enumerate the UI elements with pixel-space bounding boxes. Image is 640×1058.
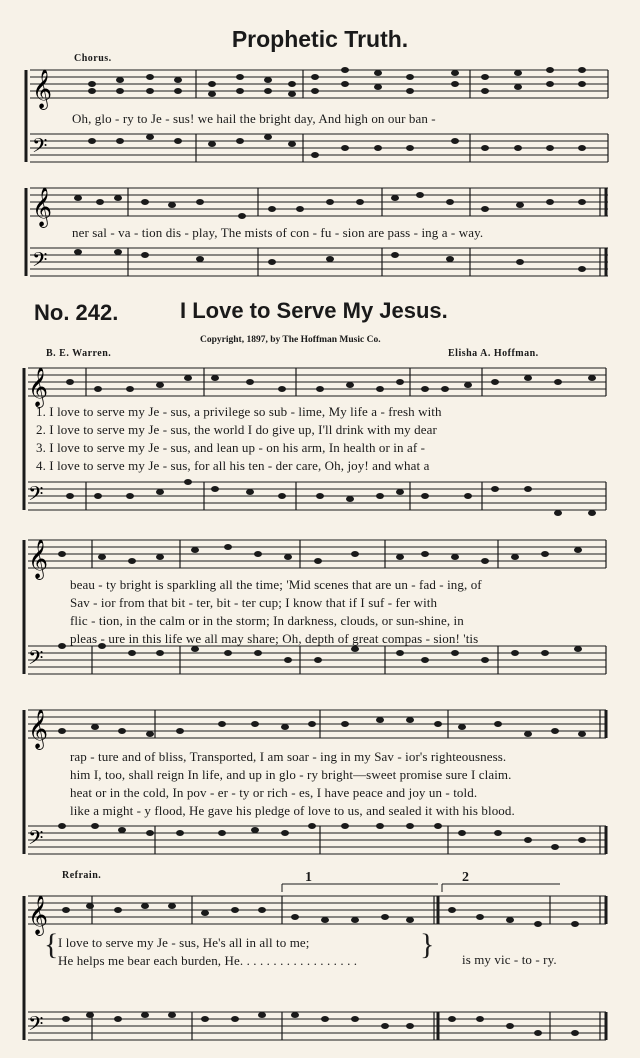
verse-4-line: pleas - ure in this life we all may share; Oh, depth of great compas - sion! 'tis [70, 631, 479, 646]
bass-clef-icon: 𝄢 [28, 482, 44, 510]
refrain-brace-right: } [420, 928, 435, 961]
treble-clef-icon: 𝄞 [28, 895, 49, 935]
verse-2-line: 2. I love to serve my Je - sus, the world I do give up, I'll drink with my dear [36, 422, 437, 437]
hymn-number: No. 242. [34, 300, 119, 325]
verse-2-line: him I, too, shall reign In life, and up in glo - ry bright—sweet promise sure I claim. [70, 767, 512, 782]
treble-clef-icon: 𝄞 [28, 709, 49, 749]
top-lyric-line-1: Oh, glo - ry to Je - sus! we hail the bright day, And high on our ban - [72, 111, 436, 126]
verse-2-line: Sav - ior from that bit - ter, bit - ter cup; I know that if I suf - fer with [70, 595, 438, 610]
verses-system-2 [70, 576, 482, 648]
top-lyric-line-2: ner sal - va - tion dis - play, The mists of con - fu - sion are pass - ing a - way. [72, 225, 484, 240]
composer-credit: B. E. Warren. [46, 348, 112, 359]
copyright-notice: Copyright, 1897, by The Hoffman Music Co. [200, 335, 381, 345]
author-credit: Elisha A. Hoffman. [448, 348, 539, 359]
bass-clef-icon: 𝄢 [28, 646, 44, 674]
second-ending-number: 2 [462, 870, 469, 885]
refrain-brace-left: { [44, 928, 59, 961]
refrain-ending-2-lyric: is my vic - to - ry. [462, 952, 557, 967]
bass-clef-icon: 𝄢 [32, 134, 48, 162]
bass-clef-icon: 𝄢 [28, 1012, 44, 1040]
verse-4-line: 4. I love to serve my Je - sus, for all his ten - der care, Oh, joy! and what a [36, 458, 430, 473]
bass-clef-icon: 𝄢 [28, 826, 44, 854]
verse-1-line: rap - ture and of bliss, Transported, I am soar - ing in my Sav - ior's righteousness. [70, 749, 507, 764]
refrain-label: Refrain. [62, 870, 102, 881]
chorus-label: Chorus. [74, 53, 112, 64]
verse-3-line: 3. I love to serve my Je - sus, and lean up - on his arm, In health or in af - [36, 440, 426, 455]
verse-1-line: beau - ty bright is sparkling all the time; 'Mid scenes that are un - fad - ing, of [70, 577, 482, 592]
first-ending-number: 1 [305, 870, 312, 885]
treble-clef-icon: 𝄞 [32, 187, 53, 227]
verse-1-line: 1. I love to serve my Je - sus, a privilege so sub - lime, My life a - fresh with [36, 404, 442, 419]
treble-clef-icon: 𝄞 [28, 367, 49, 407]
top-piece-title: Prophetic Truth. [231, 26, 409, 52]
verses-system-1 [36, 403, 442, 475]
bass-clef-icon: 𝄢 [32, 248, 48, 276]
refrain-lyrics [58, 934, 357, 970]
hymn-title: I Love to Serve My Jesus. [180, 298, 448, 323]
refrain-line-1: I love to serve my Je - sus, He's all in all to me; [58, 935, 310, 950]
verse-3-line: heat or in the cold, In pov - er - ty or rich - es, I have peace and joy un - told. [70, 785, 478, 800]
treble-clef-icon: 𝄞 [32, 69, 53, 109]
treble-clef-icon: 𝄞 [28, 539, 49, 579]
verse-4-line: like a might - y flood, He gave his pledge of love to us, and sealed it with his blood. [70, 803, 515, 818]
verses-system-3 [70, 748, 515, 820]
refrain-line-2: He helps me bear each burden, He. . . . . . . . . . . . . . . . . . [58, 953, 358, 968]
verse-3-line: flic - tion, in the calm or in the storm; In darkness, clouds, or sun-shine, in [70, 613, 464, 628]
